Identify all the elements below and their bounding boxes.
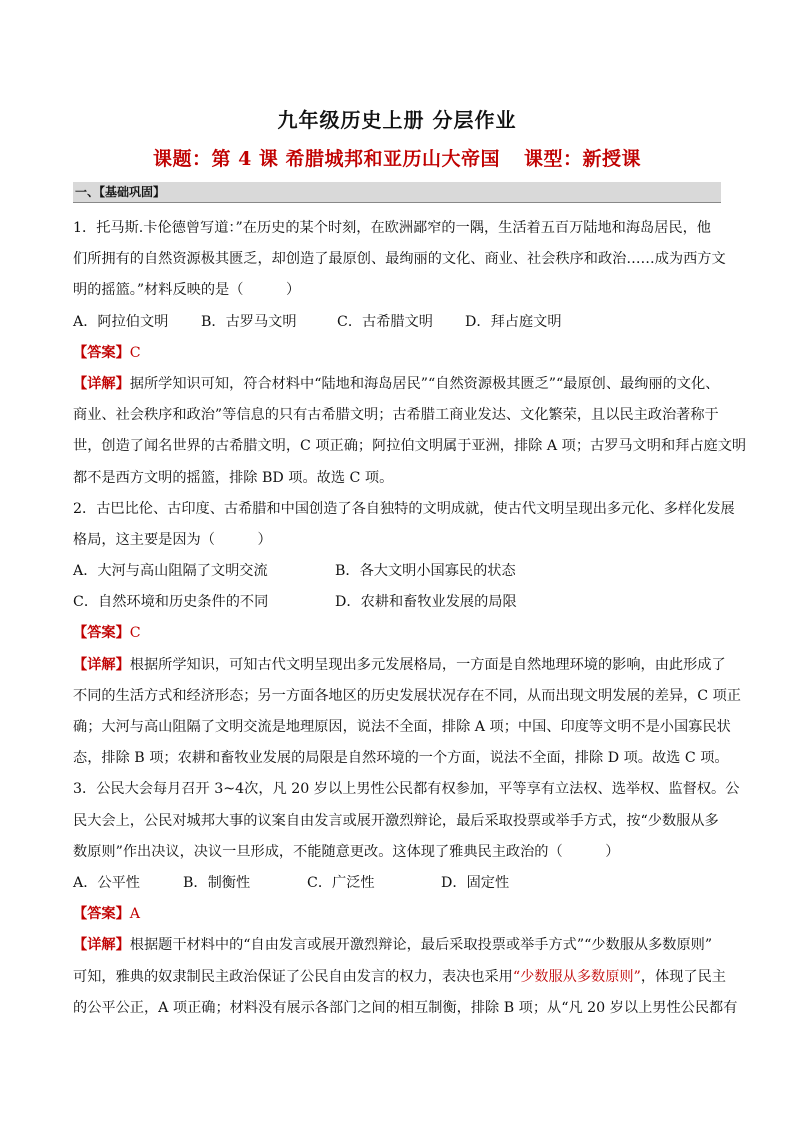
q3-option-b: B．制衡性 xyxy=(183,874,251,891)
q2-options-row xyxy=(73,556,723,587)
q1-option-b: B．古罗马文明 xyxy=(201,313,297,330)
q3-detail-line xyxy=(73,962,726,993)
q1-stem-line: 们所拥有的自然资源极其匮乏，却创造了最原创、最绚丽的文化、商业、社会秩序和政治……成为西方文 xyxy=(73,251,726,268)
q3-stem-line: 数原则”作出决议，决议一旦形成，不能随意更改。这体现了雅典民主政治的（ ） xyxy=(73,843,620,860)
lesson-topic: 课题：第 4 课 希腊城邦和亚历山大帝国 xyxy=(152,148,501,170)
q1-detail-line xyxy=(73,369,723,400)
q2-stem-line: 格局，这主要是因为（ ） xyxy=(73,531,272,548)
answer-tag: 【答案】 xyxy=(73,906,130,923)
lesson-subtitle xyxy=(0,144,794,171)
q2-detail-line: 态，排除 B 项；农耕和畜牧业发展的局限是自然环境的一个方面，说法不全面，排除 D 项。故选 C 项。 xyxy=(73,750,729,767)
q3-detail-line xyxy=(73,930,723,961)
q3-options xyxy=(73,868,723,899)
q2-options-row xyxy=(73,587,723,618)
detail-tag: 【详解】 xyxy=(73,375,130,392)
q2-option-c: C．自然环境和历史条件的不同 xyxy=(73,594,269,611)
q3-option-c: C．广泛性 xyxy=(307,874,375,891)
answer-tag: 【答案】 xyxy=(73,625,130,642)
q1-detail-text: 据所学知识可知，符合材料中“陆地和海岛居民”“自然资源极其匮乏”“最原创、最绚丽的文化、 xyxy=(129,375,720,392)
q1-option-d: D．拜占庭文明 xyxy=(465,313,562,330)
detail-tag: 【详解】 xyxy=(73,937,130,954)
section-header-basic: 一、【基础巩固】 xyxy=(73,182,721,203)
q2-answer-value: C xyxy=(129,625,141,642)
q1-detail-line: 商业、社会秩序和政治”等信息的只有古希腊文明；古希腊工商业发达、文化繁荣，且以民主政治著称于 xyxy=(73,407,719,424)
answer-tag: 【答案】 xyxy=(73,344,130,361)
q2-option-d: D．农耕和畜牧业发展的局限 xyxy=(335,594,517,611)
q1-detail-line: 世，创造了闻名世界的古希腊文明，C 项正确；阿拉伯文明属于亚洲，排除 A 项；古罗马文明和拜占庭文明 xyxy=(73,438,747,455)
q3-detail-text: 可知，雅典的奴隶制民主政治保证了公民自由发言的权力，表决也采用 xyxy=(73,968,513,985)
q1-options xyxy=(73,307,723,338)
q3-option-a: A．公平性 xyxy=(73,874,140,891)
question-3 xyxy=(73,774,740,1024)
q3-detail-highlight: “少数服从多数原则” xyxy=(512,968,641,985)
q3-detail-text: 根据题干材料中的“自由发言或展开激烈辩论，最后采取投票或举手方式”“少数服从多数原则” xyxy=(129,937,713,954)
question-2 xyxy=(73,494,741,775)
q2-detail-text: 根据所学知识，可知古代文明呈现出多元发展格局，一方面是自然地理环境的影响，由此形成了 xyxy=(129,656,726,673)
q1-option-c: C．古希腊文明 xyxy=(337,313,433,330)
q3-stem-line: 3．公民大会每月召开 3~4次，凡 20 岁以上男性公民都有权参加，平等享有立法权、选举权、监督权。公 xyxy=(73,781,740,798)
q2-stem-line: 2．古巴比伦、古印度、古希腊和中国创造了各自独特的文明成就，使古代文明呈现出多元化、多样化发展 xyxy=(73,500,735,517)
q2-option-a: A．大河与高山阻隔了文明交流 xyxy=(73,563,268,580)
question-content xyxy=(73,213,747,1024)
q2-answer xyxy=(73,618,723,649)
question-1 xyxy=(73,213,747,494)
q3-stem-line: 民大会上，公民对城邦大事的议案自由发言或展开激烈辩论，最后采取投票或举手方式，按“少数服从多 xyxy=(73,812,719,829)
q3-answer-value: A xyxy=(129,906,141,923)
q1-stem-line: 1．托马斯.卡伦德曾写道：”在历史的某个时刻，在欧洲鄙窄的一隅，生活着五百万陆地和海岛居民，他 xyxy=(73,220,711,236)
lesson-type: 课型：新授课 xyxy=(524,148,642,170)
document-title: 九年级历史上册 分层作业 xyxy=(277,108,517,132)
q2-detail-line: 不同的生活方式和经济形态；另一方面各地区的历史发展状况存在不同，从而出现文明发展的差异，C 项正 xyxy=(73,687,741,704)
q3-option-d: D．固定性 xyxy=(441,874,510,891)
q3-detail-line: 的公平公正，A 项正确；材料没有展示各部门之间的相互制衡，排除 B 项；从“凡 20 岁以上男性公民都有 xyxy=(73,999,738,1016)
q1-detail-line: 都不是西方文明的摇篮，排除 BD 项。故选 C 项。 xyxy=(73,469,394,486)
q1-option-a: A．阿拉伯文明 xyxy=(73,313,169,330)
q1-stem-line: 明的摇篮。”材料反映的是（ ） xyxy=(73,282,301,299)
q2-detail-line: 确；大河与高山阻隔了文明交流是地理原因，说法不全面，排除 A 项；中国、印度等文明不是小国寡民状 xyxy=(73,719,731,735)
q1-answer xyxy=(73,338,723,369)
q2-detail-line xyxy=(73,650,726,681)
q3-detail-text: ，体现了民主 xyxy=(640,968,726,985)
q3-answer xyxy=(73,899,723,930)
q2-option-b: B．各大文明小国寡民的状态 xyxy=(335,563,516,580)
detail-tag: 【详解】 xyxy=(73,656,130,673)
q1-answer-value: C xyxy=(129,344,141,361)
